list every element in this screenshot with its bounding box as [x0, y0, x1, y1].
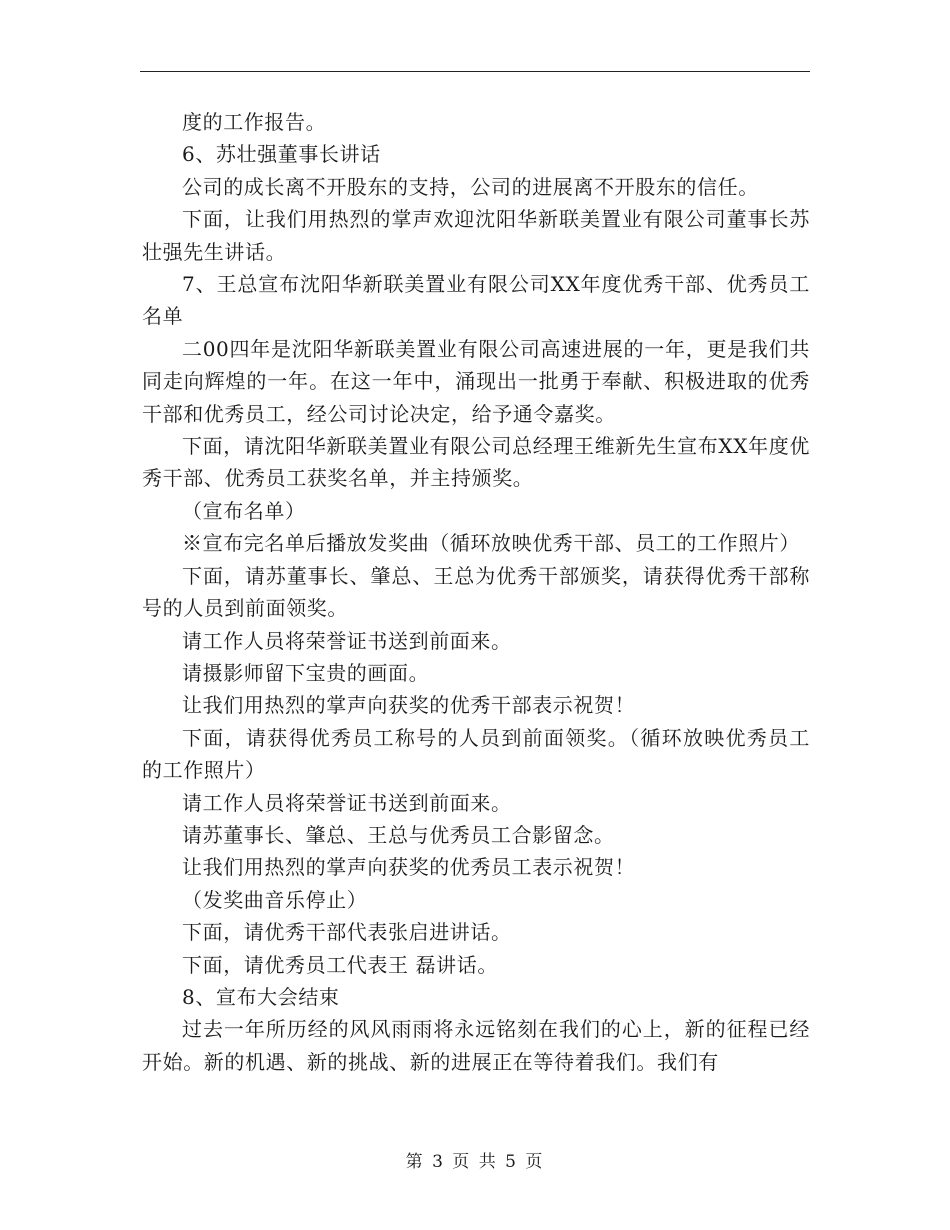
- header-rule: [140, 71, 810, 72]
- document-body: [142, 106, 810, 1078]
- paragraph: 下面，请苏董事长、肇总、王总为优秀干部颁奖，请获得优秀干部称号的人员到前面领奖。: [142, 563, 810, 621]
- paragraph: （宣布名单）: [182, 498, 306, 523]
- paragraph: 请工作人员将荣誉证书送到前面来。: [182, 790, 512, 815]
- paragraph: 让我们用热烈的掌声向获奖的优秀员工表示祝贺！: [182, 855, 636, 880]
- section-heading: 7、王总宣布沈阳华新联美置业有限公司XX年度优秀干部、优秀员工名单: [142, 272, 810, 329]
- paragraph: 下面，请优秀员工代表王 磊讲话。: [182, 952, 498, 977]
- paragraph: 让我们用热烈的掌声向获奖的优秀干部表示祝贺！: [182, 693, 636, 718]
- section-heading: 6、苏壮强董事长讲话: [182, 142, 381, 167]
- paragraph: 下面，让我们用热烈的掌声欢迎沈阳华新联美置业有限公司董事长苏壮强先生讲话。: [142, 207, 810, 264]
- paragraph: 下面，请沈阳华新联美置业有限公司总经理王维新先生宣布XX年度优秀干部、优秀员工获奖名单，并主持颁奖。: [142, 434, 810, 491]
- paragraph: 过去一年所历经的风风雨雨将永远铭刻在我们的心上，新的征程已经开始。新的机遇、新的挑战、新的进展正在等待着我们。我们有: [142, 1017, 810, 1074]
- paragraph: 下面，请优秀干部代表张启进讲话。: [182, 920, 512, 945]
- paragraph: 二00四年是沈阳华新联美置业有限公司高速进展的一年，更是我们共同走向辉煌的一年。在这一年中，涌现出一批勇于奉献、积极进取的优秀干部和优秀员工，经公司讨论决定，给予通令嘉奖。: [142, 336, 810, 426]
- paragraph: 请苏董事长、肇总、王总与优秀员工合影留念。: [182, 822, 615, 847]
- page-footer: 第 3 页 共 5 页: [405, 1152, 545, 1172]
- section-heading: 8、宣布大会结束: [182, 984, 340, 1009]
- paragraph: 公司的成长离不开股东的支持，公司的进展离不开股东的信任。: [182, 174, 759, 199]
- paragraph: 度的工作报告。: [182, 110, 327, 134]
- paragraph: 请摄影师留下宝贵的画面。: [182, 660, 430, 685]
- paragraph: （发奖曲音乐停止）: [182, 887, 368, 912]
- paragraph: 下面，请获得优秀员工称号的人员到前面领奖。（循环放映优秀员工的工作照片）: [142, 725, 810, 783]
- paragraph: ※宣布完名单后播放发奖曲（循环放映优秀干部、员工的工作照片）: [182, 531, 800, 556]
- paragraph: 请工作人员将荣誉证书送到前面来。: [182, 628, 512, 653]
